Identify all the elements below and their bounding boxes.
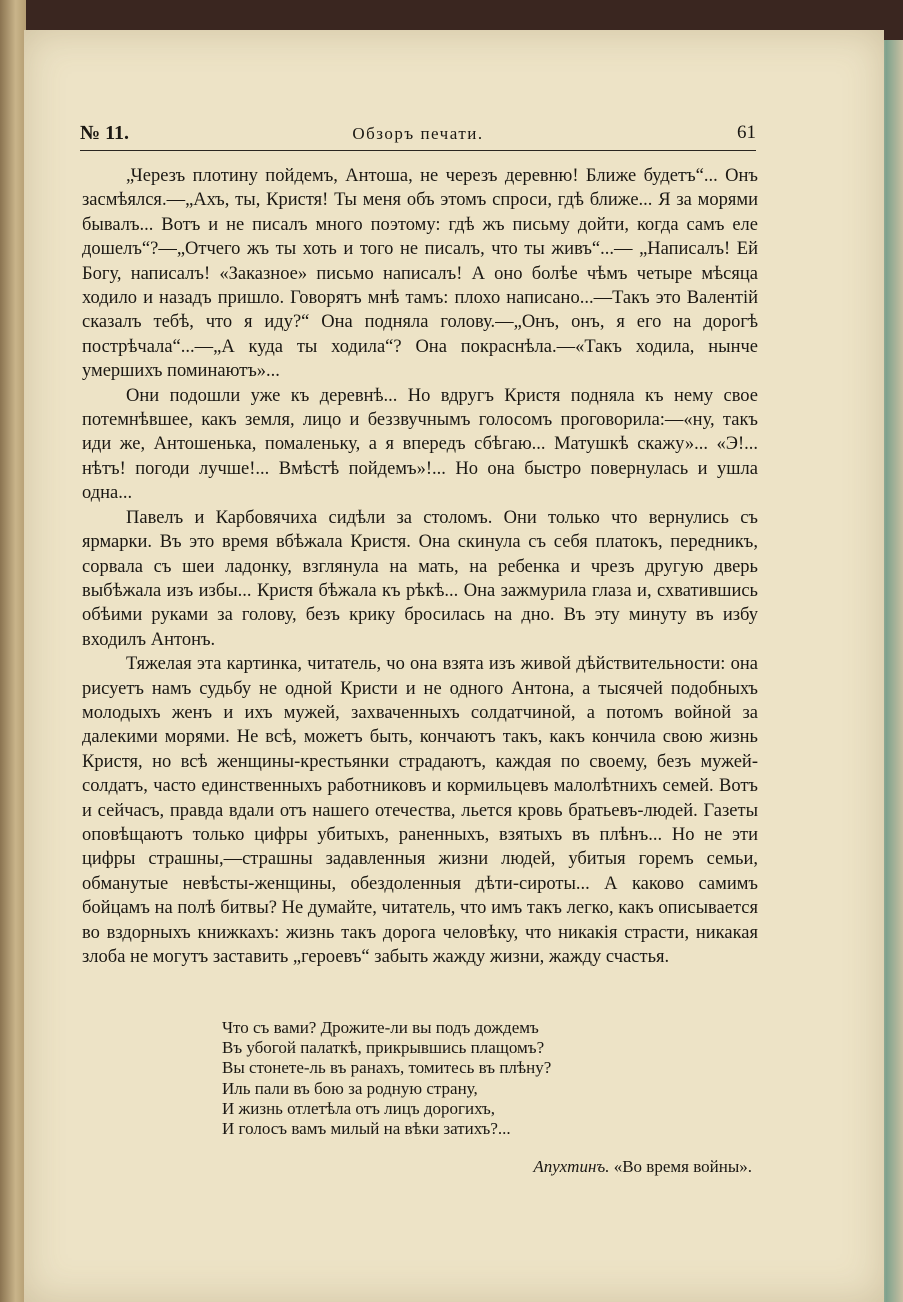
article-body (82, 164, 758, 969)
left-page-edge (0, 0, 26, 1302)
paragraph: „Черезъ плотину пойдемъ, Антоша, не черезъ деревню! Ближе будетъ“... Онъ засмѣялся.—„Ахъ, ты, Кристя! Ты меня объ этомъ спроси, гдѣ ближе... Я за морями бывалъ... Вотъ и не писалъ много поэтому: гдѣ жъ письму дойти, когда самъ еле дошелъ“?—„Отчего жъ ты хоть и того не писалъ, что ты живъ“...— „Написалъ! Ей Богу, написалъ! «Заказное» письмо написалъ! А оно болѣе чѣмъ четыре мѣсяца ходило и назадъ пришло. Говорятъ мнѣ тамъ: плохо написано...—Такъ это Валентій сказалъ тебѣ, что я иду?“ Она подняла голову.—„Онъ, онъ, я его на дорогѣ пострѣчала“...—„А куда ты ходила“? Она покраснѣла.—«Такъ ходила, нынче умершихъ поминаютъ»... (82, 166, 758, 382)
paragraph: Тяжелая эта картинка, читатель, чо она взята изъ живой дѣйствительности: она рисуетъ намъ судьбу не одной Кристи и не одного Антона, а тысячей подобныхъ молодыхъ женъ и ихъ мужей, захваченныхъ солдатчиной, а потомъ войной за далекими морями. Не всѣ, можетъ быть, кончаютъ такъ, какъ кончила свою жизнь Кристя, но всѣ женщины-крестьянки страдаютъ, каждая по своему, безъ мужей-солдатъ, часто единственныхъ работниковъ и кормильцевъ малолѣтнихъ семей. Вотъ и сейчасъ, правда вдали отъ нашего отечества, льется кровь братьевъ-людей. Газеты оповѣщаютъ только цифры убитыхъ, раненныхъ, взятыхъ въ плѣнъ... Но не эти цифры страшны,—страшны задавленныя жизни людей, убитыя горемъ семьи, обманутые невѣсты-женщины, обездоленныя дѣти-сироты... А каково самимъ бойцамъ на полѣ битвы? Не думайте, читатель, что имъ такъ легко, какъ описывается во вздорныхъ книжкахъ: жизнь такъ дорога человѣку, что никакія страсти, никакая злоба не могутъ заставить „героевъ“ забыть жажду жизни, жажду счастья. (82, 654, 758, 967)
attribution-author: Апухтинъ. (533, 1157, 610, 1176)
attribution-work: «Во время войны». (613, 1157, 752, 1176)
page-number: 61 (737, 122, 756, 143)
poem-line: Въ убогой палаткѣ, прикрывшись плащомъ? (222, 1038, 545, 1058)
running-title: Обзоръ печати. (352, 124, 484, 143)
poem-line: Что съ вами? Дрожите-ли вы подъ дождемъ (222, 1018, 539, 1037)
poem-line: Иль пали въ бою за родную страну, (222, 1078, 478, 1098)
book-page (24, 30, 884, 1302)
paragraph: Они подошли уже къ деревнѣ... Но вдругъ Кристя подняла къ нему свое потемнѣвшее, какъ земля, лицо и беззвучнымъ голосомъ проговорила:—«ну, такъ иди же, Антошенька, помаленьку, а я впередъ сбѣгаю... Матушкѣ скажу»... «Э!... нѣтъ! погоди лучше!... Вмѣстѣ пойдемъ»!... Но она быстро повернулась и ушла одна... (82, 385, 758, 504)
page-header (80, 122, 756, 151)
issue-number: № 11. (80, 122, 129, 144)
poem-quote (222, 1018, 742, 1139)
poem-line: Вы стонете-ль въ ранахъ, томитесь въ плѣну? (222, 1058, 552, 1078)
poem-line: И жизнь отлетѣла отъ лицъ дорогихъ, (222, 1098, 496, 1118)
paragraph: Павелъ и Карбовячиха сидѣли за столомъ. Они только что вернулись съ ярмарки. Въ это время вбѣжала Кристя. Она скинула съ себя платокъ, передникъ, сорвала съ шеи ладонку, взглянула на мать, на ребенка и чрезъ другую дверь выбѣжала изъ избы... Кристя бѣжала къ рѣкѣ... Она зажмурила глаза и, схватившись обѣими руками за голову, безъ крику бросилась на дно. Въ эту минуту въ избу входилъ Антонъ. (82, 507, 758, 650)
poem-line: И голосъ вамъ милый на вѣки затихъ?... (222, 1119, 511, 1139)
poem-attribution (533, 1157, 752, 1177)
